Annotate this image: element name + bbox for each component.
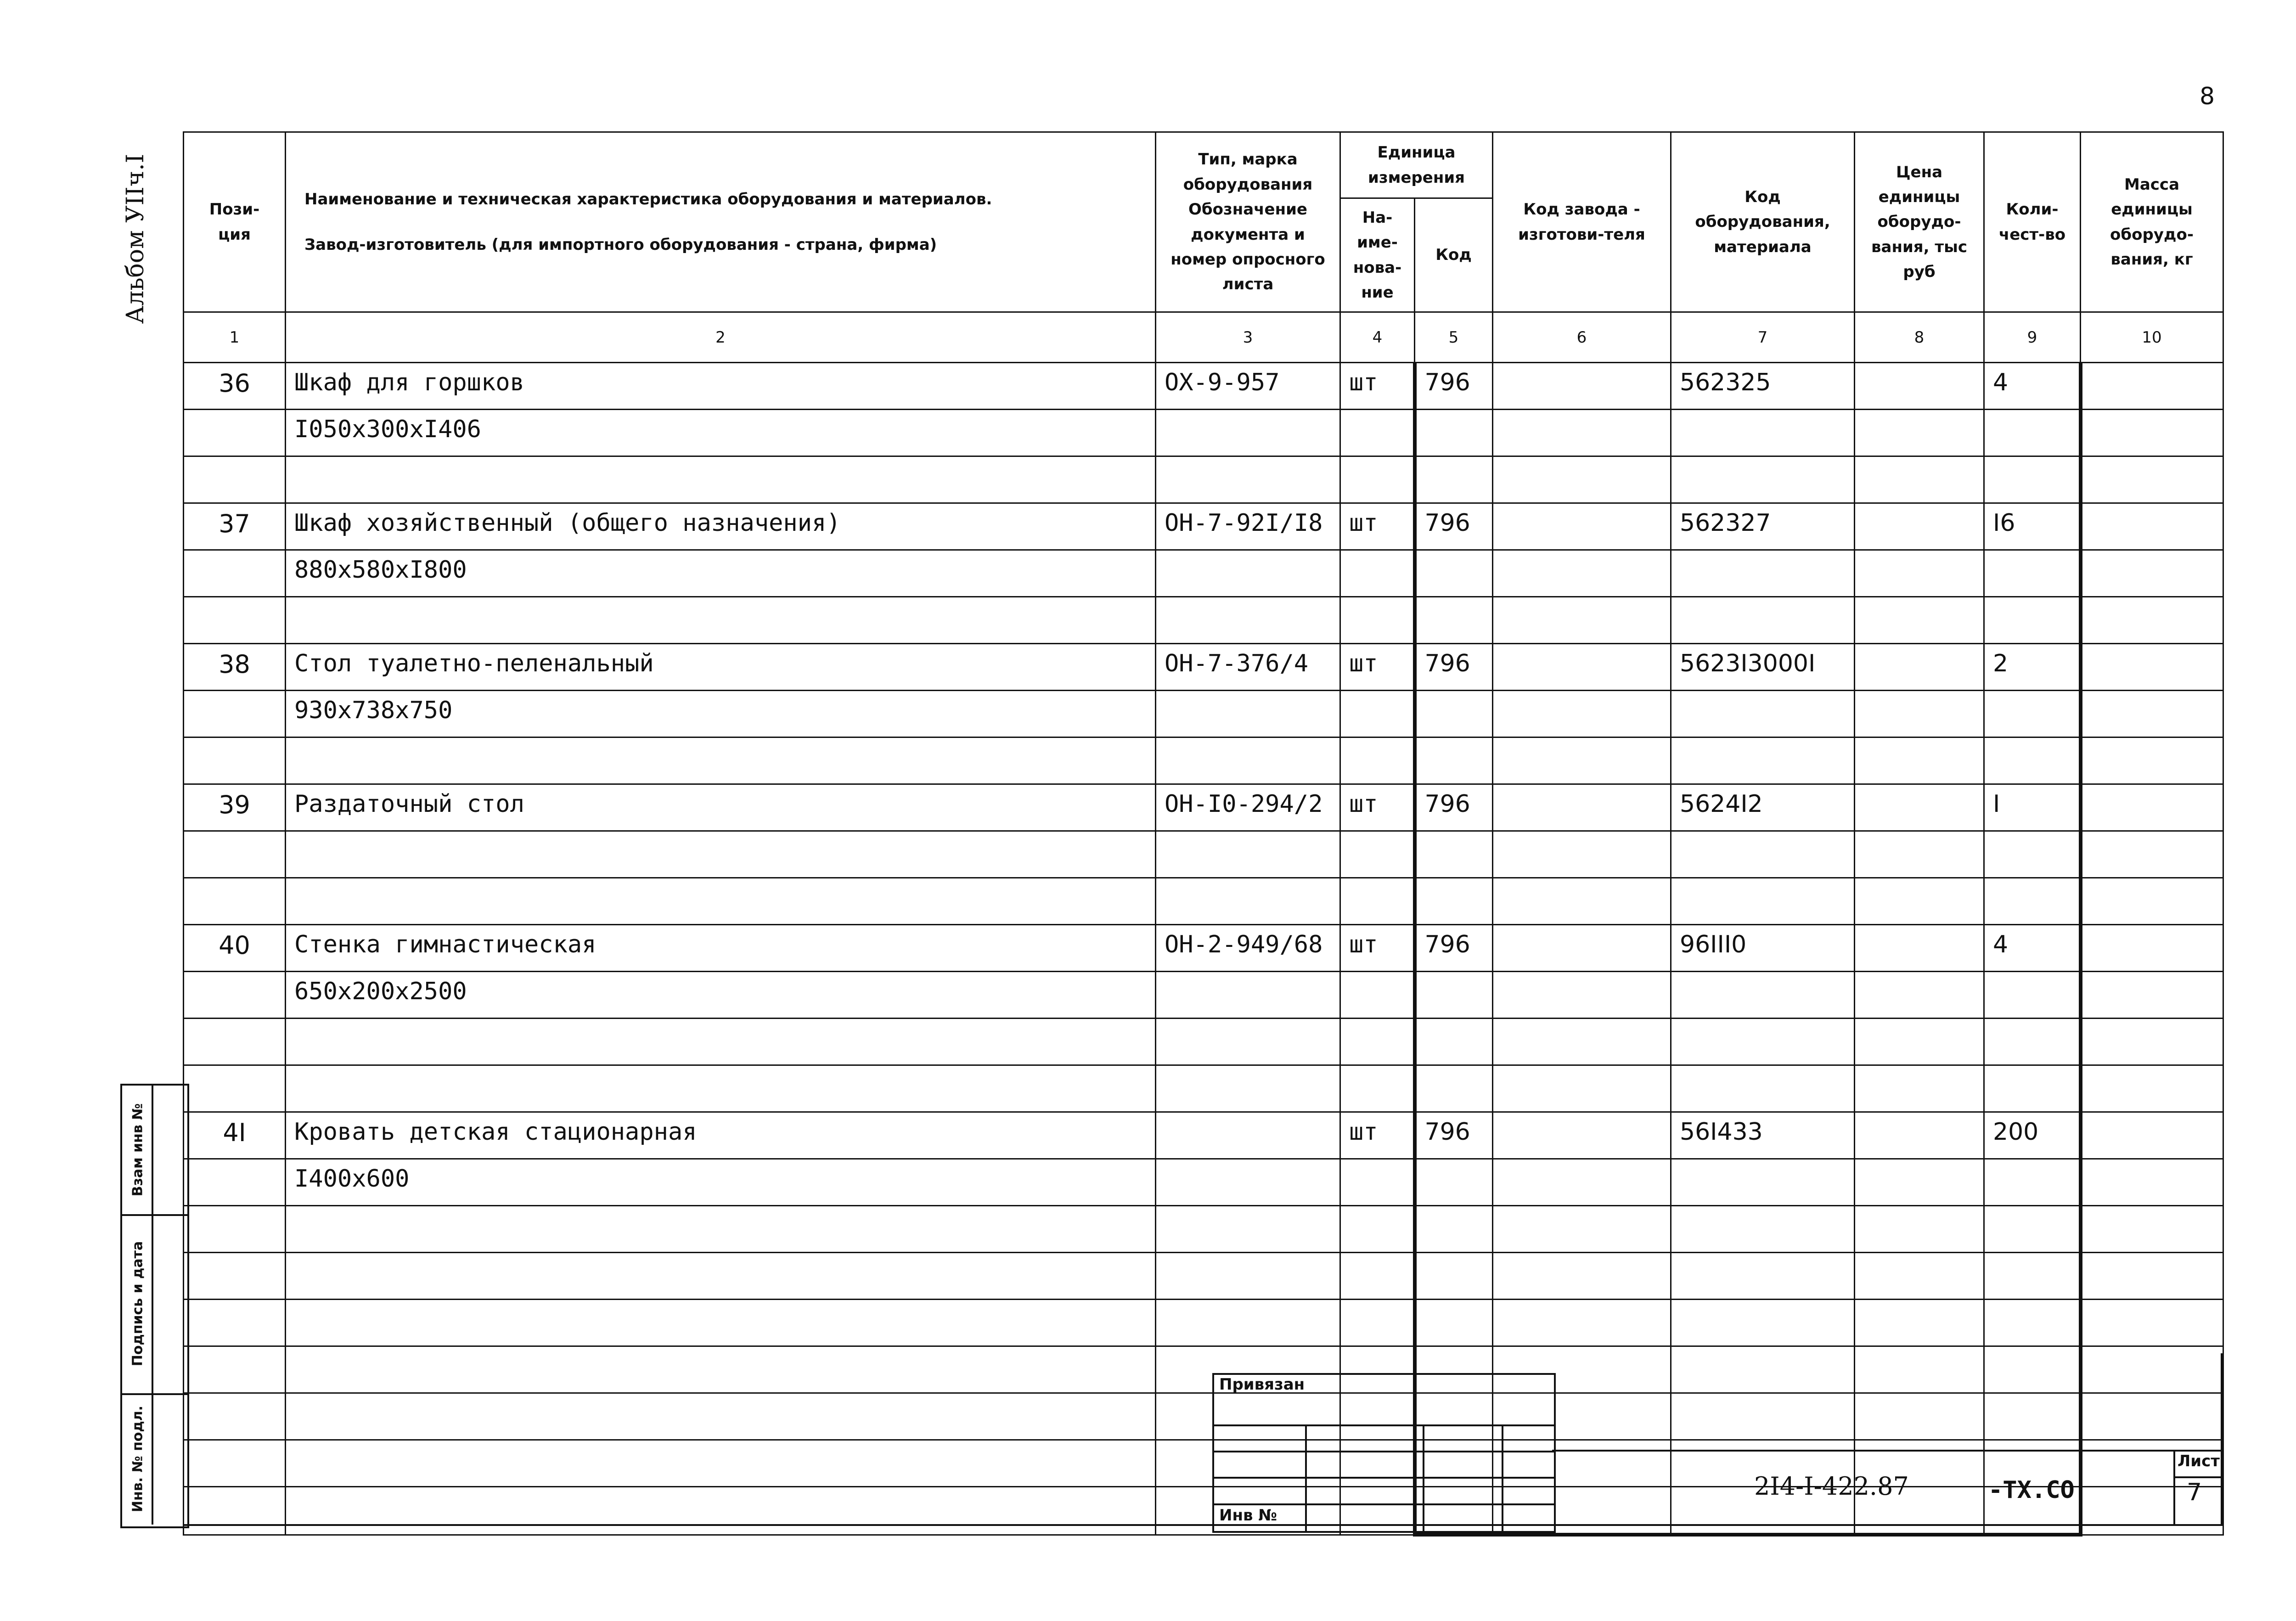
cell-type	[1156, 597, 1340, 644]
cell-type	[1156, 1206, 1340, 1253]
cell-plant-code	[1493, 550, 1671, 597]
cell-unit: шт	[1340, 503, 1415, 550]
cell-name: Кровать детская стационарная	[286, 1112, 1156, 1159]
cell-name	[286, 1206, 1156, 1253]
table-row	[184, 691, 2223, 737]
cell-mass	[2081, 878, 2223, 925]
cell-type	[1156, 737, 1340, 784]
cell-position	[184, 1206, 286, 1253]
cell-quantity	[1984, 550, 2081, 597]
cell-unit	[1340, 1206, 1415, 1253]
cell-price	[1855, 737, 1984, 784]
side-signature-label: Подпись и дата	[129, 1241, 146, 1367]
header-unit-group: Единица измерения	[1340, 132, 1493, 198]
cell-mass	[2081, 503, 2223, 550]
cell-position	[184, 1159, 286, 1206]
cell-unit-code	[1415, 1159, 1493, 1206]
table-row	[184, 644, 2223, 691]
page-number: 8	[2200, 83, 2215, 110]
cell-type	[1156, 1019, 1340, 1065]
header-position: Пози- ция	[184, 132, 286, 312]
cell-unit	[1340, 550, 1415, 597]
cell-plant-code	[1493, 644, 1671, 691]
cell-quantity: I	[1984, 784, 2081, 831]
cell-price	[1855, 363, 1984, 410]
cell-name	[286, 1065, 1156, 1112]
cell-unit-code: 796	[1415, 503, 1493, 550]
table-row	[184, 1159, 2223, 1206]
cell-type	[1156, 550, 1340, 597]
cell-mass	[2081, 456, 2223, 503]
cell-position	[184, 597, 286, 644]
cell-price	[1855, 831, 1984, 878]
cell-mass	[2081, 597, 2223, 644]
table-row	[184, 1253, 2223, 1300]
cell-price	[1855, 1112, 1984, 1159]
cell-quantity	[1984, 597, 2081, 644]
cell-position: 4I	[184, 1112, 286, 1159]
cell-position	[184, 1019, 286, 1065]
cell-equipment-code	[1671, 972, 1855, 1019]
cell-plant-code	[1493, 784, 1671, 831]
cell-quantity: 200	[1984, 1112, 2081, 1159]
cell-unit: шт	[1340, 644, 1415, 691]
cell-unit-code: 796	[1415, 363, 1493, 410]
cell-price	[1855, 597, 1984, 644]
cell-unit-code	[1415, 1300, 1493, 1346]
cell-price	[1855, 1159, 1984, 1206]
cell-type: ОН-7-376/4	[1156, 644, 1340, 691]
cell-equipment-code: 5624I2	[1671, 784, 1855, 831]
colnum-7: 7	[1671, 312, 1855, 363]
table-row	[184, 1019, 2223, 1065]
cell-mass	[2081, 1159, 2223, 1206]
cell-equipment-code: 56I433	[1671, 1112, 1855, 1159]
cell-unit-code	[1415, 1206, 1493, 1253]
cell-type	[1156, 410, 1340, 456]
cell-unit-code: 796	[1415, 784, 1493, 831]
cell-unit-code: 796	[1415, 925, 1493, 972]
cell-equipment-code: 96III0	[1671, 925, 1855, 972]
cell-equipment-code	[1671, 1159, 1855, 1206]
cell-type	[1156, 1065, 1340, 1112]
cell-unit-code	[1415, 972, 1493, 1019]
side-cell-signature	[122, 1214, 187, 1395]
cell-unit-code	[1415, 1253, 1493, 1300]
title-block	[183, 1353, 2223, 1528]
cell-mass	[2081, 737, 2223, 784]
cell-quantity	[1984, 831, 2081, 878]
table-row	[184, 1206, 2223, 1253]
cell-unit	[1340, 456, 1415, 503]
cell-plant-code	[1493, 737, 1671, 784]
cell-price	[1855, 691, 1984, 737]
cell-quantity	[1984, 1019, 2081, 1065]
cell-plant-code	[1493, 1019, 1671, 1065]
cell-unit	[1340, 597, 1415, 644]
cell-mass	[2081, 363, 2223, 410]
cell-plant-code	[1493, 456, 1671, 503]
cell-position: 38	[184, 644, 286, 691]
cell-position	[184, 456, 286, 503]
header-mass: Масса единицы оборудо-вания, кг	[2081, 132, 2223, 312]
colnum-6: 6	[1493, 312, 1671, 363]
cell-equipment-code	[1671, 831, 1855, 878]
cell-name	[286, 878, 1156, 925]
cell-unit-code	[1415, 456, 1493, 503]
cell-unit-code: 796	[1415, 1112, 1493, 1159]
cell-price	[1855, 1300, 1984, 1346]
table-row	[184, 1112, 2223, 1159]
cell-position	[184, 831, 286, 878]
cell-equipment-code	[1671, 597, 1855, 644]
cell-mass	[2081, 925, 2223, 972]
cell-unit	[1340, 410, 1415, 456]
cell-name	[286, 1253, 1156, 1300]
cell-mass	[2081, 831, 2223, 878]
cell-equipment-code	[1671, 550, 1855, 597]
cell-name: Раздаточный стол	[286, 784, 1156, 831]
cell-quantity: 4	[1984, 925, 2081, 972]
cell-price	[1855, 1206, 1984, 1253]
cell-unit-code	[1415, 831, 1493, 878]
cell-type	[1156, 1112, 1340, 1159]
header-name: Наименование и техническая характеристика оборудования и материалов. Завод-изготовитель (для импортного оборудования - страна, фирма)	[286, 132, 1156, 312]
cell-name	[286, 456, 1156, 503]
cell-unit-code	[1415, 691, 1493, 737]
cell-position: 39	[184, 784, 286, 831]
table-row	[184, 972, 2223, 1019]
cell-quantity	[1984, 1253, 2081, 1300]
cell-plant-code	[1493, 1065, 1671, 1112]
header-quantity: Коли-чест-во	[1984, 132, 2081, 312]
cell-position: 37	[184, 503, 286, 550]
side-cell-inv-replace	[122, 1086, 187, 1216]
cell-price	[1855, 972, 1984, 1019]
cell-unit	[1340, 1159, 1415, 1206]
cell-unit	[1340, 691, 1415, 737]
cell-price	[1855, 456, 1984, 503]
header-plant-code: Код завода - изготови-теля	[1493, 132, 1671, 312]
cell-equipment-code: 562325	[1671, 363, 1855, 410]
cell-price	[1855, 1019, 1984, 1065]
cell-price	[1855, 503, 1984, 550]
table-row	[184, 1300, 2223, 1346]
table-row	[184, 363, 2223, 410]
sheet-label: Лист	[2178, 1452, 2220, 1470]
cell-equipment-code	[1671, 1065, 1855, 1112]
cell-mass	[2081, 644, 2223, 691]
cell-unit: шт	[1340, 925, 1415, 972]
table-row	[184, 410, 2223, 456]
cell-type: ОН-7-92I/I8	[1156, 503, 1340, 550]
bind-vline-3	[1502, 1424, 1503, 1531]
side-inv-original-label: Инв. № подл.	[129, 1405, 146, 1513]
side-cell-inv-original	[122, 1393, 187, 1525]
colnum-2: 2	[286, 312, 1156, 363]
cell-equipment-code	[1671, 737, 1855, 784]
cell-type	[1156, 691, 1340, 737]
cell-mass	[2081, 1019, 2223, 1065]
cell-price	[1855, 410, 1984, 456]
cell-position	[184, 1065, 286, 1112]
cell-unit: шт	[1340, 1112, 1415, 1159]
cell-mass	[2081, 1300, 2223, 1346]
cell-unit	[1340, 878, 1415, 925]
cell-plant-code	[1493, 878, 1671, 925]
colnum-1: 1	[184, 312, 286, 363]
cell-unit: шт	[1340, 784, 1415, 831]
cell-price	[1855, 550, 1984, 597]
cell-equipment-code	[1671, 1253, 1855, 1300]
cell-name: Стол туалетно-пеленальный	[286, 644, 1156, 691]
side-inv-replace-label: Взам инв №	[129, 1103, 146, 1197]
cell-unit-code	[1415, 1065, 1493, 1112]
cell-quantity	[1984, 691, 2081, 737]
colnum-10: 10	[2081, 312, 2223, 363]
side-stamp	[120, 1084, 189, 1528]
cell-price	[1855, 925, 1984, 972]
cell-quantity	[1984, 456, 2081, 503]
cell-unit-code	[1415, 1019, 1493, 1065]
header-type: Тип, марка оборудования Обозначение документа и номер опросного листа	[1156, 132, 1340, 312]
cell-plant-code	[1493, 831, 1671, 878]
cell-quantity: 2	[1984, 644, 2081, 691]
bind-vline-2	[1423, 1424, 1424, 1531]
cell-equipment-code: 562327	[1671, 503, 1855, 550]
sheet-number: 7	[2187, 1479, 2202, 1506]
cell-price	[1855, 1253, 1984, 1300]
cell-type	[1156, 972, 1340, 1019]
cell-name: Стенка гимнастическая	[286, 925, 1156, 972]
cell-mass	[2081, 1206, 2223, 1253]
cell-plant-code	[1493, 972, 1671, 1019]
cell-equipment-code: 5623I3000I	[1671, 644, 1855, 691]
cell-price	[1855, 644, 1984, 691]
cell-position	[184, 1300, 286, 1346]
cell-position: 36	[184, 363, 286, 410]
cell-unit: шт	[1340, 363, 1415, 410]
cell-unit	[1340, 831, 1415, 878]
cell-mass	[2081, 784, 2223, 831]
cell-equipment-code	[1671, 1019, 1855, 1065]
title-bottom-line	[183, 1524, 2223, 1526]
cell-type	[1156, 1300, 1340, 1346]
cell-unit-code	[1415, 410, 1493, 456]
sheet-line	[2173, 1476, 2223, 1478]
cell-unit-code: 796	[1415, 644, 1493, 691]
table-row	[184, 878, 2223, 925]
table-row	[184, 550, 2223, 597]
cell-position: 40	[184, 925, 286, 972]
cell-unit-code	[1415, 878, 1493, 925]
cell-name	[286, 1019, 1156, 1065]
cell-name: I050х300хI406	[286, 410, 1156, 456]
cell-type: ОН-2-949/68	[1156, 925, 1340, 972]
cell-equipment-code	[1671, 456, 1855, 503]
cell-unit	[1340, 972, 1415, 1019]
cell-unit	[1340, 737, 1415, 784]
cell-plant-code	[1493, 503, 1671, 550]
cell-position	[184, 550, 286, 597]
header-equipment-code: Код оборудования, материала	[1671, 132, 1855, 312]
cell-quantity	[1984, 1206, 2081, 1253]
colnum-9: 9	[1984, 312, 2081, 363]
cell-quantity	[1984, 1065, 2081, 1112]
equipment-table	[183, 131, 2224, 1537]
cell-name: 650х200х2500	[286, 972, 1156, 1019]
header-unit-code: Код	[1415, 198, 1493, 312]
cell-quantity: 4	[1984, 363, 2081, 410]
cell-plant-code	[1493, 363, 1671, 410]
title-right-line	[2221, 1353, 2223, 1526]
cell-quantity	[1984, 410, 2081, 456]
table-row	[184, 597, 2223, 644]
cell-mass	[2081, 410, 2223, 456]
album-label: Альбом УIIч.I	[122, 153, 149, 324]
cell-quantity	[1984, 972, 2081, 1019]
colnum-5: 5	[1415, 312, 1493, 363]
cell-position	[184, 1253, 286, 1300]
cell-name	[286, 1300, 1156, 1346]
header-unit-name: На-име-нова-ние	[1340, 198, 1415, 312]
colnum-8: 8	[1855, 312, 1984, 363]
cell-equipment-code	[1671, 1300, 1855, 1346]
table-row	[184, 456, 2223, 503]
cell-name: Шкаф хозяйственный (общего назначения)	[286, 503, 1156, 550]
cell-plant-code	[1493, 1300, 1671, 1346]
cell-unit	[1340, 1065, 1415, 1112]
cell-mass	[2081, 1065, 2223, 1112]
cell-equipment-code	[1671, 410, 1855, 456]
cell-name	[286, 831, 1156, 878]
bound-label: Привязан	[1219, 1375, 1305, 1394]
cell-quantity	[1984, 878, 2081, 925]
inv-number-label: Инв №	[1219, 1506, 1277, 1525]
cell-mass	[2081, 1112, 2223, 1159]
cell-plant-code	[1493, 410, 1671, 456]
table-row	[184, 503, 2223, 550]
cell-price	[1855, 1065, 1984, 1112]
table-row	[184, 737, 2223, 784]
cell-name: Шкаф для горшков	[286, 363, 1156, 410]
cell-unit-code	[1415, 550, 1493, 597]
cell-quantity	[1984, 737, 2081, 784]
cell-plant-code	[1493, 1206, 1671, 1253]
cell-unit-code	[1415, 597, 1493, 644]
cell-price	[1855, 878, 1984, 925]
cell-type: ОН-I0-294/2	[1156, 784, 1340, 831]
header-price: Цена единицы оборудо-вания, тыс руб	[1855, 132, 1984, 312]
title-mid-line	[1552, 1450, 2223, 1452]
table-row	[184, 784, 2223, 831]
cell-unit-code	[1415, 737, 1493, 784]
cell-type	[1156, 878, 1340, 925]
cell-position	[184, 737, 286, 784]
cell-position	[184, 410, 286, 456]
cell-type	[1156, 831, 1340, 878]
cell-plant-code	[1493, 925, 1671, 972]
cell-plant-code	[1493, 1112, 1671, 1159]
cell-plant-code	[1493, 691, 1671, 737]
table-row	[184, 925, 2223, 972]
cell-type	[1156, 456, 1340, 503]
cell-type	[1156, 1159, 1340, 1206]
cell-plant-code	[1493, 1253, 1671, 1300]
sheet-separator	[2173, 1450, 2175, 1526]
cell-unit	[1340, 1253, 1415, 1300]
cell-mass	[2081, 691, 2223, 737]
cell-plant-code	[1493, 1159, 1671, 1206]
cell-quantity	[1984, 1300, 2081, 1346]
cell-equipment-code	[1671, 1206, 1855, 1253]
cell-equipment-code	[1671, 691, 1855, 737]
cell-name: I400х600	[286, 1159, 1156, 1206]
cell-type: ОХ-9-957	[1156, 363, 1340, 410]
cell-name: 930х738х750	[286, 691, 1156, 737]
cell-mass	[2081, 972, 2223, 1019]
cell-unit	[1340, 1300, 1415, 1346]
cell-position	[184, 878, 286, 925]
cell-mass	[2081, 550, 2223, 597]
cell-name	[286, 737, 1156, 784]
cell-unit	[1340, 1019, 1415, 1065]
cell-price	[1855, 784, 1984, 831]
document-suffix: -ТХ.СО	[1988, 1476, 2075, 1504]
document-code: 2I4-I-422.87	[1754, 1472, 1909, 1501]
cell-plant-code	[1493, 597, 1671, 644]
cell-position	[184, 972, 286, 1019]
cell-quantity: I6	[1984, 503, 2081, 550]
cell-position	[184, 691, 286, 737]
cell-equipment-code	[1671, 878, 1855, 925]
cell-type	[1156, 1253, 1340, 1300]
cell-quantity	[1984, 1159, 2081, 1206]
cell-mass	[2081, 1253, 2223, 1300]
colnum-3: 3	[1156, 312, 1340, 363]
colnum-4: 4	[1340, 312, 1415, 363]
cell-name	[286, 597, 1156, 644]
cell-name: 880х580хI800	[286, 550, 1156, 597]
bind-vline-1	[1305, 1424, 1307, 1531]
table-row	[184, 831, 2223, 878]
table-row	[184, 1065, 2223, 1112]
